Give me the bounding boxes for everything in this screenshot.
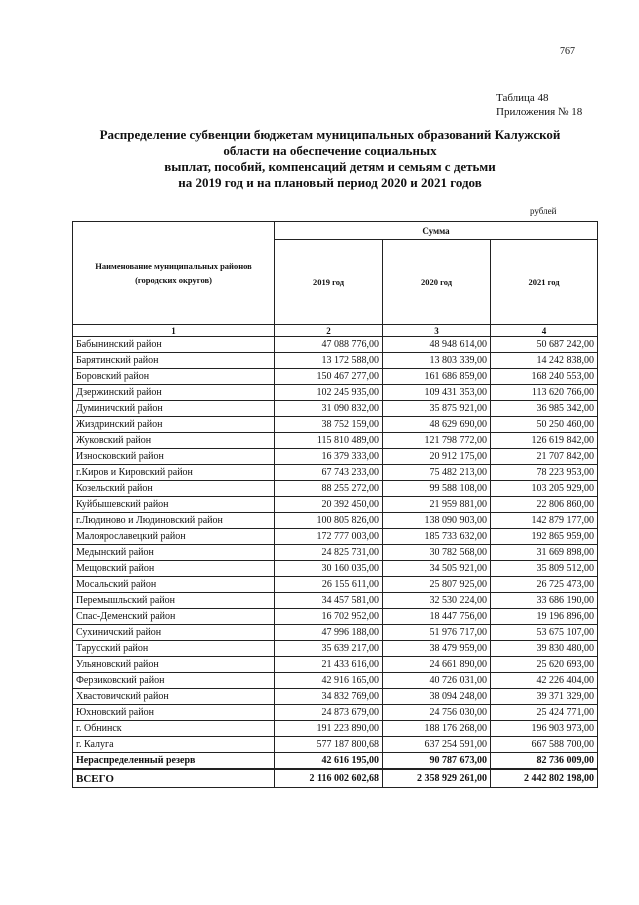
amount-2021: 25 424 771,00: [491, 705, 598, 721]
district-name: Хвастовичский район: [73, 689, 275, 705]
district-name: Дзержинский район: [73, 385, 275, 401]
header-year-2019: 2019 год: [275, 240, 383, 325]
amount-2021: 31 669 898,00: [491, 545, 598, 561]
amount-2019: 21 433 616,00: [275, 657, 383, 673]
amount-2019: 13 172 588,00: [275, 353, 383, 369]
district-name: Барятинский район: [73, 353, 275, 369]
reserve-2021: 82 736 009,00: [491, 753, 598, 770]
table-row: [73, 657, 598, 673]
title-line3: выплат, пособий, компенсаций детям и семьям с детьми: [164, 159, 496, 174]
amount-2019: 30 160 035,00: [275, 561, 383, 577]
district-name: Жиздринский район: [73, 417, 275, 433]
amount-2020: 38 094 248,00: [383, 689, 491, 705]
district-name: Жуковский район: [73, 433, 275, 449]
table-row: [73, 369, 598, 385]
amount-2021: 50 250 460,00: [491, 417, 598, 433]
table-row: [73, 417, 598, 433]
amount-2021: 126 619 842,00: [491, 433, 598, 449]
table-row: [73, 689, 598, 705]
amount-2021: 33 686 190,00: [491, 593, 598, 609]
district-name: Спас-Деменский район: [73, 609, 275, 625]
table-row: [73, 401, 598, 417]
amount-2021: 168 240 553,00: [491, 369, 598, 385]
amount-2021: 14 242 838,00: [491, 353, 598, 369]
amount-2020: 99 588 108,00: [383, 481, 491, 497]
amount-2019: 102 245 935,00: [275, 385, 383, 401]
amount-2019: 20 392 450,00: [275, 497, 383, 513]
amount-2019: 47 996 188,00: [275, 625, 383, 641]
amount-2021: 21 707 842,00: [491, 449, 598, 465]
reserve-label: Нераспределенный резерв: [73, 753, 275, 770]
district-name: г. Обнинск: [73, 721, 275, 737]
table-ref-line1: Таблица 48: [496, 92, 549, 104]
title-line4: на 2019 год и на плановый период 2020 и 2021 годов: [178, 175, 482, 190]
table-row: [73, 721, 598, 737]
amount-2019: 172 777 003,00: [275, 529, 383, 545]
district-name: г.Людиново и Людиновский район: [73, 513, 275, 529]
amount-2019: 34 832 769,00: [275, 689, 383, 705]
amount-2020: 161 686 859,00: [383, 369, 491, 385]
amount-2020: 138 090 903,00: [383, 513, 491, 529]
total-row: [73, 769, 598, 788]
amount-2019: 31 090 832,00: [275, 401, 383, 417]
amount-2021: 26 725 473,00: [491, 577, 598, 593]
amount-2021: 42 226 404,00: [491, 673, 598, 689]
amount-2021: 103 205 929,00: [491, 481, 598, 497]
table-row: [73, 593, 598, 609]
table-body: [73, 337, 598, 753]
amount-2019: 16 702 952,00: [275, 609, 383, 625]
table-row: [73, 433, 598, 449]
subvention-table: [72, 221, 598, 788]
amount-2019: 88 255 272,00: [275, 481, 383, 497]
amount-2020: 32 530 224,00: [383, 593, 491, 609]
district-name: Юхновский район: [73, 705, 275, 721]
amount-2020: 51 976 717,00: [383, 625, 491, 641]
amount-2020: 188 176 268,00: [383, 721, 491, 737]
district-name: Козельский район: [73, 481, 275, 497]
amount-2020: 121 798 772,00: [383, 433, 491, 449]
amount-2020: 25 807 925,00: [383, 577, 491, 593]
district-name: Думиничский район: [73, 401, 275, 417]
amount-2020: 637 254 591,00: [383, 737, 491, 753]
header-year-2021: 2021 год: [491, 240, 598, 325]
amount-2019: 38 752 159,00: [275, 417, 383, 433]
amount-2021: 667 588 700,00: [491, 737, 598, 753]
page-number: 767: [560, 46, 575, 57]
amount-2020: 34 505 921,00: [383, 561, 491, 577]
amount-2021: 78 223 953,00: [491, 465, 598, 481]
amount-2019: 191 223 890,00: [275, 721, 383, 737]
amount-2019: 67 743 233,00: [275, 465, 383, 481]
table-row: [73, 737, 598, 753]
amount-2020: 24 661 890,00: [383, 657, 491, 673]
table-row: [73, 449, 598, 465]
amount-2019: 100 805 826,00: [275, 513, 383, 529]
amount-2021: 35 809 512,00: [491, 561, 598, 577]
column-number: 1: [73, 325, 275, 337]
amount-2019: 26 155 611,00: [275, 577, 383, 593]
amount-2021: 36 985 342,00: [491, 401, 598, 417]
district-name: Износковский район: [73, 449, 275, 465]
header-sum: Сумма: [275, 222, 598, 240]
column-number: 3: [383, 325, 491, 337]
table-row: [73, 545, 598, 561]
district-name: Малоярославецкий район: [73, 529, 275, 545]
table-row: [73, 497, 598, 513]
amount-2021: 39 371 329,00: [491, 689, 598, 705]
table-row: [73, 705, 598, 721]
district-name: Мещовский район: [73, 561, 275, 577]
amount-2020: 18 447 756,00: [383, 609, 491, 625]
amount-2021: 19 196 896,00: [491, 609, 598, 625]
reserve-row: [73, 753, 598, 770]
total-2020: 2 358 929 261,00: [383, 769, 491, 788]
amount-2020: 38 479 959,00: [383, 641, 491, 657]
amount-2021: 142 879 177,00: [491, 513, 598, 529]
district-name: Тарусский район: [73, 641, 275, 657]
amount-2019: 34 457 581,00: [275, 593, 383, 609]
table-row: [73, 385, 598, 401]
total-2019: 2 116 002 602,68: [275, 769, 383, 788]
amount-2019: 16 379 333,00: [275, 449, 383, 465]
table-row: [73, 625, 598, 641]
district-name: Сухиничский район: [73, 625, 275, 641]
district-name: Медынский район: [73, 545, 275, 561]
amount-2021: 25 620 693,00: [491, 657, 598, 673]
table-row: [73, 561, 598, 577]
column-number: 2: [275, 325, 383, 337]
district-name: Боровский район: [73, 369, 275, 385]
amount-2020: 13 803 339,00: [383, 353, 491, 369]
header-district-name: Наименование муниципальных районов (городских округов): [73, 222, 275, 325]
amount-2019: 577 187 800,68: [275, 737, 383, 753]
reserve-2020: 90 787 673,00: [383, 753, 491, 770]
reserve-2019: 42 616 195,00: [275, 753, 383, 770]
amount-2019: 24 825 731,00: [275, 545, 383, 561]
table-row: [73, 337, 598, 353]
table-row: [73, 673, 598, 689]
table-ref-line2: Приложения № 18: [496, 106, 583, 118]
amount-2020: 185 733 632,00: [383, 529, 491, 545]
table-row: [73, 465, 598, 481]
district-name: Ферзиковский район: [73, 673, 275, 689]
title-line2: области на обеспечение социальных: [223, 143, 437, 158]
amount-2020: 75 482 213,00: [383, 465, 491, 481]
amount-2020: 30 782 568,00: [383, 545, 491, 561]
units-label: рублей: [530, 206, 557, 216]
amount-2021: 196 903 973,00: [491, 721, 598, 737]
amount-2020: 40 726 031,00: [383, 673, 491, 689]
district-name: Куйбышевский район: [73, 497, 275, 513]
header-year-2020: 2020 год: [383, 240, 491, 325]
amount-2019: 24 873 679,00: [275, 705, 383, 721]
district-name: Перемышльский район: [73, 593, 275, 609]
amount-2021: 22 806 860,00: [491, 497, 598, 513]
column-number: 4: [491, 325, 598, 337]
amount-2019: 35 639 217,00: [275, 641, 383, 657]
amount-2021: 39 830 480,00: [491, 641, 598, 657]
district-name: Бабынинский район: [73, 337, 275, 353]
amount-2020: 21 959 881,00: [383, 497, 491, 513]
table-row: [73, 577, 598, 593]
amount-2019: 115 810 489,00: [275, 433, 383, 449]
document-title: [70, 127, 590, 191]
table-row: [73, 513, 598, 529]
amount-2021: 50 687 242,00: [491, 337, 598, 353]
table-row: [73, 481, 598, 497]
amount-2020: 48 948 614,00: [383, 337, 491, 353]
amount-2021: 53 675 107,00: [491, 625, 598, 641]
amount-2019: 47 088 776,00: [275, 337, 383, 353]
table-row: [73, 529, 598, 545]
district-name: г. Калуга: [73, 737, 275, 753]
table-row: [73, 353, 598, 369]
district-name: Ульяновский район: [73, 657, 275, 673]
amount-2021: 192 865 959,00: [491, 529, 598, 545]
amount-2020: 20 912 175,00: [383, 449, 491, 465]
amount-2019: 150 467 277,00: [275, 369, 383, 385]
total-2021: 2 442 802 198,00: [491, 769, 598, 788]
amount-2019: 42 916 165,00: [275, 673, 383, 689]
table-row: [73, 641, 598, 657]
total-label: ВСЕГО: [73, 769, 275, 788]
amount-2020: 24 756 030,00: [383, 705, 491, 721]
district-name: г.Киров и Кировский район: [73, 465, 275, 481]
amount-2020: 48 629 690,00: [383, 417, 491, 433]
amount-2020: 35 875 921,00: [383, 401, 491, 417]
title-line1: Распределение субвенции бюджетам муниципальных образований Калужской: [99, 127, 561, 142]
amount-2020: 109 431 353,00: [383, 385, 491, 401]
table-reference: [496, 91, 582, 119]
table-row: [73, 609, 598, 625]
district-name: Мосальский район: [73, 577, 275, 593]
amount-2021: 113 620 766,00: [491, 385, 598, 401]
